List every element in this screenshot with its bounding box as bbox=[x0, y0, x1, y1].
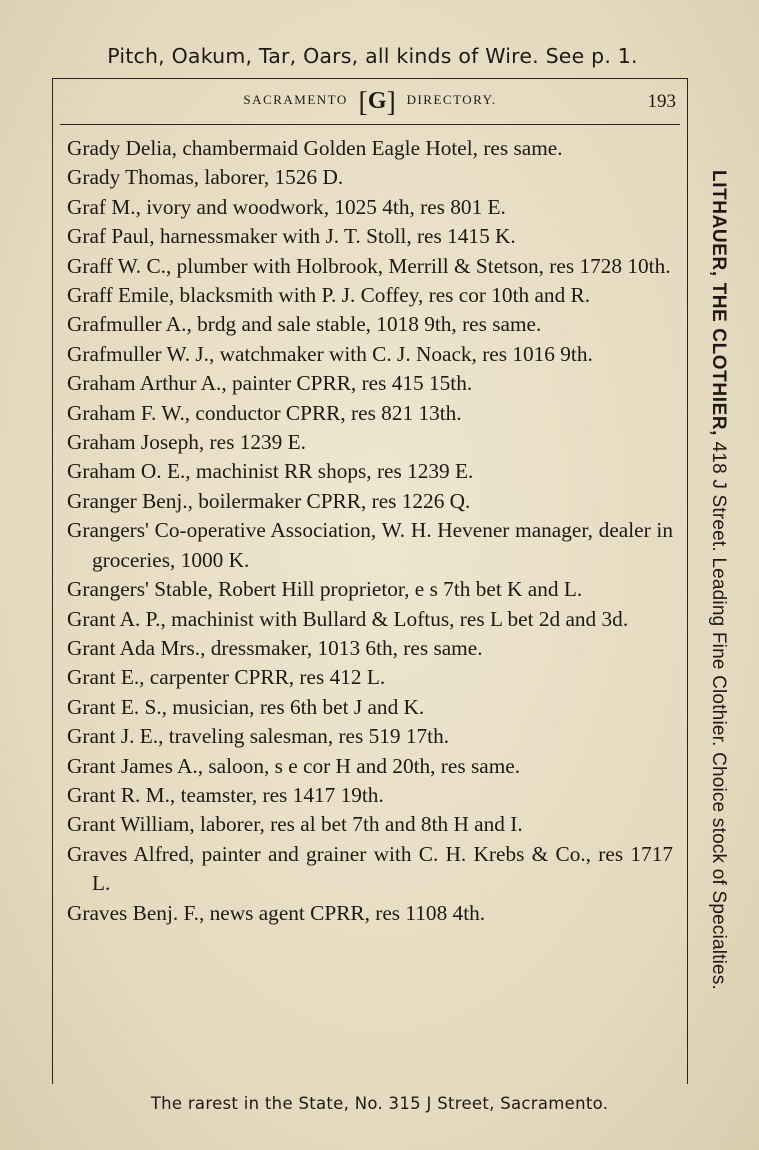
directory-entry: Grant William, laborer, res al bet 7th and 8th H and I. bbox=[67, 812, 523, 837]
header-title bbox=[60, 88, 680, 116]
directory-entry: Graham Arthur A., painter CPRR, res 415 15th. bbox=[67, 371, 473, 396]
header-right-word: DIRECTORY. bbox=[406, 92, 497, 107]
side-ad-name: LITHAUER, THE CLOTHIER, bbox=[708, 169, 729, 437]
directory-entry: Grant J. E., traveling salesman, res 519 17th. bbox=[67, 724, 450, 749]
top-advertisement: Pitch, Oakum, Tar, Oars, all kinds of Wire. See p. 1. bbox=[107, 44, 638, 68]
directory-entry: Grady Delia, chambermaid Golden Eagle Hotel, res same. bbox=[67, 136, 563, 160]
directory-entry: Grant E. S., musician, res 6th bet J and K. bbox=[67, 694, 425, 719]
directory-entry: Graham F. W., conductor CPRR, res 821 13th. bbox=[67, 400, 462, 425]
directory-entry: Graff Emile, blacksmith with P. J. Coffey, res cor 10th and R. bbox=[67, 283, 591, 308]
directory-entry: Grangers' Co-operative Association, W. H. Hevener manager, dealer in groceries, 1000 K. bbox=[67, 518, 673, 572]
directory-entry: Graves Benj. F., news agent CPRR, res 1108 4th. bbox=[67, 900, 486, 925]
directory-entry: Graf Paul, harnessmaker with J. T. Stoll, res 1415 K. bbox=[67, 224, 516, 249]
directory-entry: Grant R. M., teamster, res 1417 19th. bbox=[67, 782, 384, 807]
directory-entry: Graff W. C., plumber with Holbrook, Merrill & Stetson, res 1728 10th. bbox=[67, 253, 671, 278]
directory-entry: Grant A. P., machinist with Bullard & Loftus, res L bet 2d and 3d. bbox=[67, 606, 629, 631]
header-section-letter: [G] bbox=[358, 87, 396, 118]
side-ad-text: 418 J Street. Leading Fine Clothier. Choice stock of Specialties. bbox=[708, 436, 729, 991]
directory-entry: Graf M., ivory and woodwork, 1025 4th, res 801 E. bbox=[67, 194, 506, 219]
directory-entry: Grafmuller W. J., watchmaker with C. J. Noack, res 1016 9th. bbox=[67, 341, 593, 366]
directory-entry: Graves Alfred, painter and grainer with C. H. Krebs & Co., res 1717 L. bbox=[67, 841, 673, 896]
directory-entry: Grant James A., saloon, s e cor H and 20th, res same. bbox=[67, 753, 521, 778]
directory-entry: Graham Joseph, res 1239 E. bbox=[67, 430, 306, 455]
directory-entry: Grafmuller A., brdg and sale stable, 1018 9th, res same. bbox=[67, 312, 542, 337]
directory-entry: Grady Thomas, laborer, 1526 D. bbox=[67, 165, 344, 190]
directory-entry: Grant E., carpenter CPRR, res 412 L. bbox=[67, 665, 386, 690]
side-advertisement bbox=[707, 170, 729, 990]
directory-entry: Grant Ada Mrs., dressmaker, 1013 6th, res same. bbox=[67, 635, 483, 660]
bottom-advertisement: The rarest in the State, No. 315 J Street, Sacramento. bbox=[150, 1094, 609, 1113]
directory-entries bbox=[67, 134, 673, 928]
page-number: 193 bbox=[647, 91, 676, 112]
directory-entry: Grangers' Stable, Robert Hill proprietor, e s 7th bet K and L. bbox=[67, 577, 583, 602]
running-header bbox=[60, 84, 680, 125]
directory-entry: Granger Benj., boilermaker CPRR, res 1226 Q. bbox=[67, 488, 471, 513]
directory-entry: Graham O. E., machinist RR shops, res 1239 E. bbox=[67, 459, 474, 484]
header-left-word: SACRAMENTO bbox=[243, 92, 348, 107]
